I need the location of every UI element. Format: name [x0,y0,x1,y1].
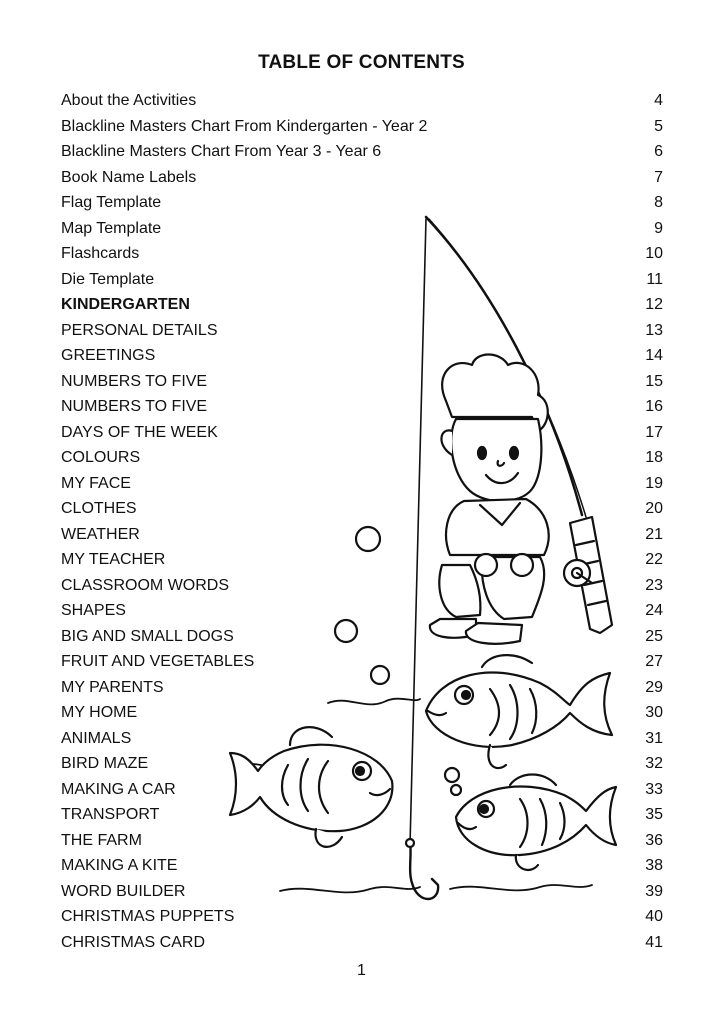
toc-entry-label: About the Activities [61,92,197,109]
toc-entry-label: KINDERGARTEN [61,296,190,313]
toc-entry-label: THE FARM [61,831,142,849]
toc-entry[interactable] [61,165,663,191]
toc-entry-label: Flashcards [61,245,140,262]
toc-entry[interactable] [61,496,663,522]
toc-entry[interactable] [61,573,663,599]
toc-entry-page: 30 [645,704,663,721]
toc-entry-page: 8 [654,194,663,211]
toc-entry-page: 5 [654,117,663,135]
toc-entry-label: PERSONAL DETAILS [61,321,218,339]
toc-entry-label: ANIMALS [61,729,132,747]
toc-entry[interactable] [61,726,663,752]
toc-entry-label: COLOURS [61,449,141,466]
toc-entry-label: Map Template [61,219,162,237]
toc-entry[interactable] [61,522,663,548]
toc-entry-label: WEATHER [61,525,140,543]
toc-entry-page: 18 [645,449,663,466]
toc-entry-label: Book Name Labels [61,168,197,186]
toc-entry-label: FRUIT AND VEGETABLES [61,653,255,670]
toc-entry-page: 13 [645,321,663,339]
toc-entry-page: 23 [645,576,663,594]
toc-entry[interactable] [61,343,663,369]
toc-entry-label: Blackline Masters Chart From Year 3 - Year 6 [61,143,382,160]
toc-entry-label: Die Template [61,270,155,288]
page-title: TABLE OF CONTENTS [258,52,465,73]
toc-entry-page: 39 [645,882,663,900]
toc-entry[interactable] [61,88,663,114]
toc-entry-page: 11 [646,270,663,288]
toc-entry[interactable] [61,700,663,726]
toc-entry-page: 35 [645,806,663,823]
toc-entry-page: 31 [645,729,663,747]
toc-entry[interactable] [61,879,663,905]
page-number: 1 [357,962,366,979]
toc-entry-label: CLASSROOM WORDS [61,576,230,594]
toc-entry[interactable] [61,369,663,395]
toc-entry-page: 19 [645,474,663,492]
toc-entry[interactable] [61,777,663,803]
toc-entry-label: BIRD MAZE [61,755,149,772]
toc-entry[interactable] [61,649,663,675]
toc-entry-page: 41 [645,933,663,951]
toc-entry-label: MY HOME [61,704,138,721]
toc-entry-page: 27 [645,653,663,670]
toc-entry-page: 17 [645,423,663,441]
toc-entry[interactable] [61,675,663,701]
toc-entry-label: Flag Template [61,194,162,211]
toc-entry[interactable] [61,241,663,267]
toc-entry[interactable] [61,547,663,573]
toc-entry-page: 7 [654,168,663,186]
toc-entry[interactable] [61,318,663,344]
toc-entry[interactable] [61,190,663,216]
toc-entry[interactable] [61,802,663,828]
toc-entry-label: MY PARENTS [61,678,164,696]
toc-entry-page: 33 [645,780,663,798]
toc-entry-label: NUMBERS TO FIVE [61,372,208,390]
toc-entry[interactable] [61,114,663,140]
toc-entry[interactable] [61,853,663,879]
toc-entry-page: 22 [645,551,663,568]
toc-entry-label: SHAPES [61,602,126,619]
toc-entry-label: CHRISTMAS PUPPETS [61,908,235,925]
toc-entry-label: BIG AND SMALL DOGS [61,627,234,645]
toc-entry[interactable] [61,420,663,446]
toc-entry-page: 21 [645,525,663,543]
toc-entry-label: MY TEACHER [61,551,166,568]
toc-entry[interactable] [61,828,663,854]
toc-entry[interactable] [61,930,663,956]
toc-entry-label: MY FACE [61,474,131,492]
toc-entry[interactable] [61,394,663,420]
toc-entry-page: 15 [645,372,663,390]
toc-entry[interactable] [61,292,663,318]
toc-entry-page: 32 [645,755,663,772]
toc-entry-page: 40 [645,908,663,925]
toc-entry-page: 14 [645,347,663,364]
toc-entry-page: 16 [645,398,663,415]
toc-entry-page: 20 [645,500,663,517]
toc-entry[interactable] [61,216,663,242]
toc-entry-label: TRANSPORT [61,806,160,823]
toc-entry-label: CHRISTMAS CARD [61,933,206,951]
toc-entry-page: 10 [645,245,663,262]
toc-entry-label: MAKING A CAR [61,780,176,798]
toc-entry[interactable] [61,598,663,624]
toc-entry-page: 4 [654,92,663,109]
toc-entry-page: 29 [645,678,663,696]
table-of-contents [61,88,663,955]
toc-entry-label: Blackline Masters Chart From Kindergarten - Year 2 [61,117,428,135]
toc-entry-label: MAKING A KITE [61,857,178,874]
toc-entry-page: 12 [645,296,663,313]
toc-entry-label: WORD BUILDER [61,882,186,900]
toc-entry-page: 24 [645,602,663,619]
toc-entry[interactable] [61,445,663,471]
toc-entry[interactable] [61,267,663,293]
toc-entry-label: NUMBERS TO FIVE [61,398,208,415]
toc-entry[interactable] [61,751,663,777]
toc-entry-label: DAYS OF THE WEEK [61,423,218,441]
toc-entry[interactable] [61,904,663,930]
toc-entry[interactable] [61,471,663,497]
toc-entry-page: 36 [645,831,663,849]
toc-entry-page: 6 [654,143,663,160]
toc-entry[interactable] [61,139,663,165]
toc-entry-label: CLOTHES [61,500,137,517]
toc-entry-page: 9 [654,219,663,237]
toc-entry-page: 38 [645,857,663,874]
toc-entry-label: GREETINGS [61,347,156,364]
toc-entry-page: 25 [645,627,663,645]
toc-entry[interactable] [61,624,663,650]
